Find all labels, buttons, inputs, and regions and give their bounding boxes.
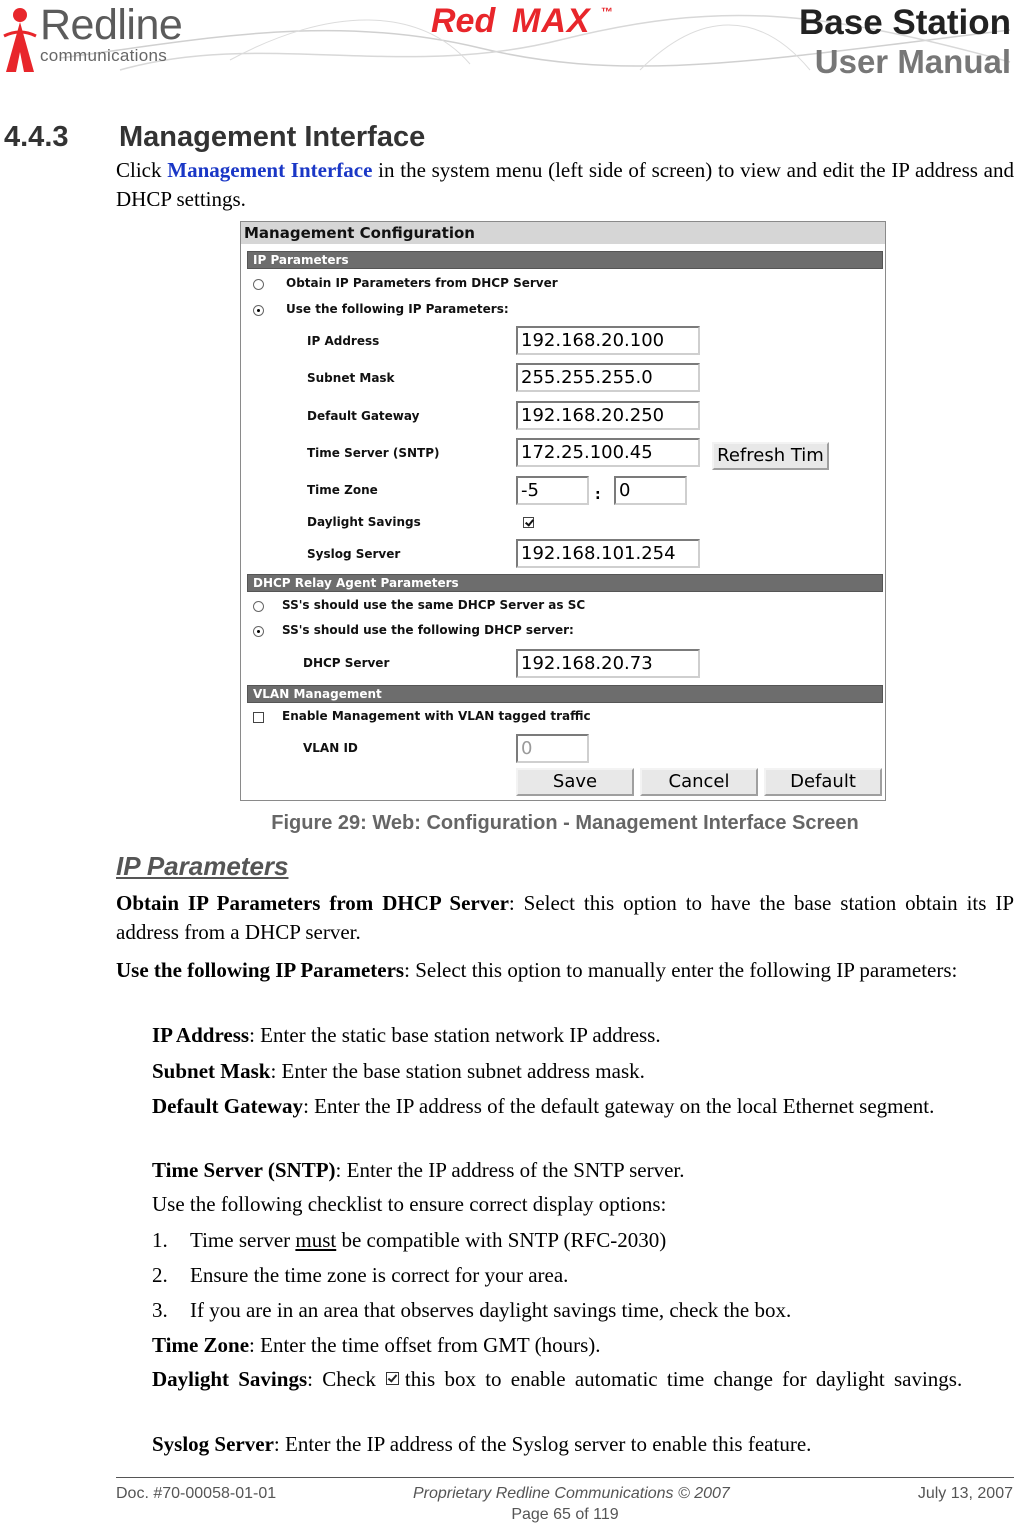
manual-subtitle: User Manual <box>814 43 1011 80</box>
p-checklist-intro: Use the following checklist to ensure correct display options: <box>152 1192 667 1216</box>
figure-caption: Figure 29: Web: Configuration - Management Interface Screen <box>271 812 859 834</box>
radio-relay-following-label: SS's should use the following DHCP server: <box>282 623 574 637</box>
time-server-label: Time Server (SNTP) <box>307 446 440 460</box>
radio-obtain-dhcp-label: Obtain IP Parameters from DHCP Server <box>286 276 558 290</box>
management-config-screenshot <box>240 221 886 801</box>
logo-wordmark: Redline <box>40 1 183 49</box>
product-name-max: MAX <box>512 2 591 40</box>
subnet-mask-label: Subnet Mask <box>307 371 395 385</box>
radio-relay-following[interactable] <box>253 626 264 637</box>
logo-tagline: communications <box>40 46 168 65</box>
time-zone-label: Time Zone <box>307 483 378 497</box>
default-gateway-label: Default Gateway <box>307 409 420 423</box>
syslog-server-label: Syslog Server <box>307 547 401 561</box>
refresh-time-button[interactable]: Refresh Tim <box>712 442 829 470</box>
ip-address-input[interactable]: 192.168.20.100 <box>516 326 700 355</box>
radio-use-following-label: Use the following IP Parameters: <box>286 302 509 316</box>
product-name-red: Red <box>431 2 496 40</box>
dhcp-server-label: DHCP Server <box>303 656 390 670</box>
checklist-item-2: 2. Ensure the time zone is correct for your area. <box>152 1263 569 1287</box>
redline-logo-icon <box>2 6 42 78</box>
footer-doc-number: Doc. #70-00058-01-01 <box>116 1485 277 1502</box>
checkbox-checked-icon <box>386 1372 399 1385</box>
subnet-mask-input[interactable]: 255.255.255.0 <box>516 363 700 392</box>
radio-obtain-dhcp[interactable] <box>253 279 264 290</box>
time-server-input[interactable]: 172.25.100.45 <box>516 438 700 467</box>
radio-relay-same-label: SS's should use the same DHCP Server as SC <box>282 598 586 612</box>
vlan-enable-checkbox[interactable] <box>253 712 264 723</box>
p-subnet-mask: Subnet Mask: Enter the base station subnet address mask. <box>152 1059 645 1083</box>
screen-title: Management Configuration <box>241 222 885 244</box>
checklist-item-1: 1. Time server must be compatible with SNTP (RFC-2030) <box>152 1228 667 1252</box>
footer-date: July 13, 2007 <box>917 1485 1013 1502</box>
vlan-id-label: VLAN ID <box>303 741 358 755</box>
checklist-item-3: 3. If you are in an area that observes daylight savings time, check the box. <box>152 1298 792 1322</box>
time-zone-minutes-input[interactable]: 0 <box>614 476 687 505</box>
p-ip-address: IP Address: Enter the static base station network IP address. <box>152 1023 661 1047</box>
time-zone-hours-input[interactable]: -5 <box>516 476 589 505</box>
ip-parameters-bar: IP Parameters <box>247 251 883 269</box>
p-time-server: Time Server (SNTP): Enter the IP address of the SNTP server. <box>152 1158 685 1182</box>
radio-use-following[interactable] <box>253 305 264 316</box>
vlan-management-bar: VLAN Management <box>247 685 883 703</box>
dhcp-server-input[interactable]: 192.168.20.73 <box>516 649 700 678</box>
default-gateway-input[interactable]: 192.168.20.250 <box>516 401 700 430</box>
footer-divider <box>116 1477 1014 1478</box>
save-button[interactable]: Save <box>516 768 634 796</box>
footer-page-number: Page 65 of 119 <box>511 1506 619 1523</box>
section-title: Management Interface <box>119 121 426 153</box>
ip-address-label: IP Address <box>307 334 380 348</box>
intro-paragraph: Click Management Interface in the system menu (left side of screen) to view and edit the IP address and DHCP settings. <box>116 158 1014 211</box>
p-syslog-server: Syslog Server: Enter the IP address of the Syslog server to enable this feature. <box>152 1432 812 1456</box>
cancel-button[interactable]: Cancel <box>640 768 758 796</box>
footer-proprietary: Proprietary Redline Communications © 2007 <box>413 1485 730 1502</box>
ip-parameters-heading: IP Parameters <box>116 851 289 881</box>
daylight-savings-checkbox[interactable] <box>523 517 534 528</box>
radio-relay-same[interactable] <box>253 601 264 612</box>
menu-reference: Management Interface <box>167 158 373 182</box>
p-use-following: Use the following IP Parameters: Select this option to manually enter the following IP parameters: <box>116 958 958 982</box>
dhcp-relay-bar: DHCP Relay Agent Parameters <box>247 574 883 592</box>
section-heading <box>4 121 425 154</box>
page-header <box>0 0 1017 86</box>
p-obtain-dhcp: Obtain IP Parameters from DHCP Server: Select this option to have the base station obtain its IP address from a DHCP server. <box>116 891 1014 944</box>
syslog-server-input[interactable]: 192.168.101.254 <box>516 539 700 568</box>
trademark-mark: ™ <box>601 5 613 19</box>
p-time-zone: Time Zone: Enter the time offset from GMT (hours). <box>152 1333 601 1357</box>
default-button[interactable]: Default <box>764 768 882 796</box>
manual-title: Base Station <box>799 3 1011 42</box>
daylight-savings-label: Daylight Savings <box>307 515 421 529</box>
p-default-gateway: Default Gateway: Enter the IP address of the default gateway on the local Ethernet segment. <box>152 1094 935 1118</box>
vlan-enable-label: Enable Management with VLAN tagged traffic <box>282 709 591 723</box>
section-number: 4.4.3 <box>4 121 69 153</box>
p-daylight-savings: Daylight Savings: Check this box to enable automatic time change for daylight savings. <box>152 1367 963 1391</box>
time-zone-separator: : <box>595 487 601 503</box>
vlan-id-input[interactable]: 0 <box>516 734 589 763</box>
